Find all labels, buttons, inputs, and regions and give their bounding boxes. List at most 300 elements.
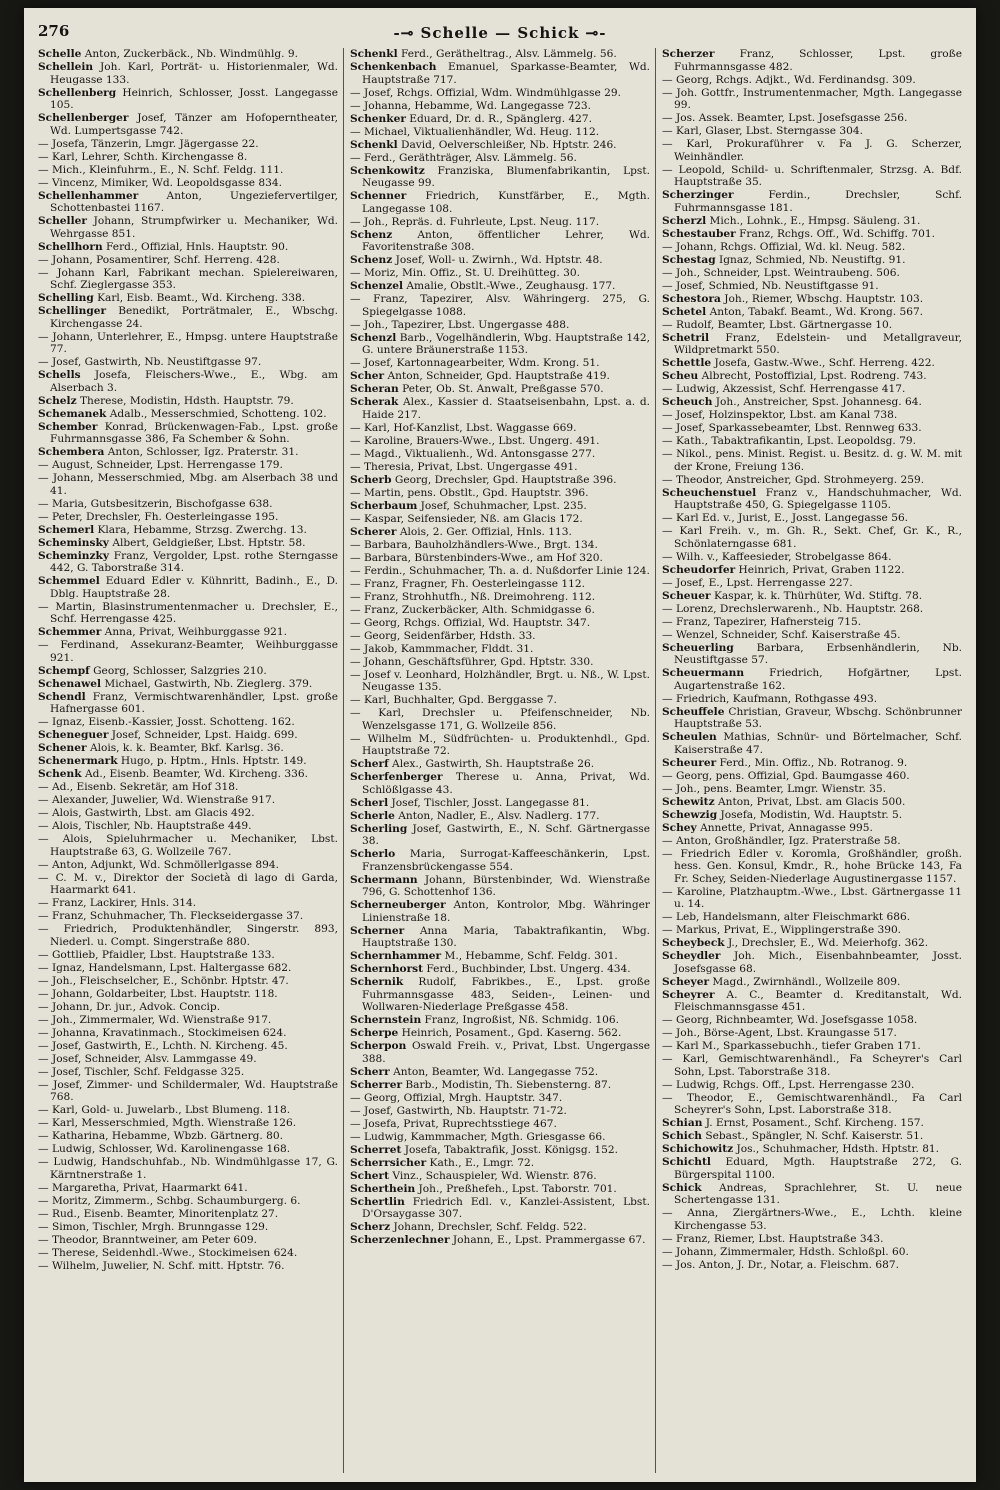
entry-surname: Schetel	[662, 305, 707, 318]
entry-details: Anton, Privat, Lbst. am Glacis 500.	[714, 795, 906, 808]
directory-entry	[350, 474, 650, 487]
directory-entry	[38, 331, 338, 356]
directory-entry	[662, 603, 962, 616]
entry-details: — Simon, Tischler, Mrgh. Brunngasse 129.	[38, 1220, 269, 1233]
entry-details: Josef, Gastwirth, E., N. Schf. Gärtnergasse 38.	[362, 822, 650, 847]
directory-entry	[662, 976, 962, 989]
directory-entry	[350, 500, 650, 513]
directory-entry	[662, 989, 962, 1014]
entry-details: Barb., Vogelhändlerin, Wbg. Hauptstraße 142, G. untere Bräunerstraße 1153.	[362, 331, 650, 356]
entry-details: — Johann, Dr. jur., Advok. Concip.	[38, 1000, 221, 1013]
directory-entry	[662, 332, 962, 357]
entry-surname: Schettle	[662, 357, 712, 369]
entry-surname: Scherb	[350, 473, 392, 486]
entry-surname: Scheuermann	[662, 667, 745, 679]
entry-surname: Scherzer	[662, 48, 715, 60]
directory-entry	[350, 899, 650, 924]
entry-details: — Karl, Lehrer, Schth. Kirchengasse 8.	[38, 150, 248, 163]
entry-details: — Josef, Gastwirth, Nb. Neustiftgasse 97.	[38, 356, 262, 368]
entry-details: — Karl Freih. v., m. Gh. R., Sekt. Chef, Gr. K., R., Schönlaterngasse 681.	[662, 525, 962, 550]
directory-entry	[350, 1027, 650, 1040]
entry-details: Magd., Zwirnhändl., Wollzeile 809.	[709, 975, 901, 988]
directory-entry	[662, 1233, 962, 1246]
entry-details: — Karl M., Sparkassebuchh., tiefer Graben 171.	[662, 1040, 921, 1052]
entry-details: Anton, Beamter, Wd. Langegasse 752.	[389, 1065, 599, 1078]
entry-details: — Vincenz, Mimiker, Wd. Leopoldsgasse 834.	[38, 176, 283, 189]
directory-entry	[350, 435, 650, 448]
directory-entry	[38, 1208, 338, 1221]
entry-details: — Josef, Gastwirth, E., Lchth. N. Kircheng. 45.	[38, 1039, 288, 1052]
entry-details: Ferd., Buchbinder, Lbst. Ungerg. 434.	[423, 963, 631, 975]
entry-surname: Schenkenbach	[350, 61, 437, 73]
directory-entry	[662, 564, 962, 577]
entry-surname: Schenker	[350, 112, 406, 125]
directory-entry	[38, 151, 338, 164]
directory-entry	[350, 707, 650, 732]
directory-entry	[38, 421, 338, 446]
entry-details: Alois, k. k. Beamter, Bkf. Karlsg. 36.	[86, 742, 284, 754]
directory-entry	[38, 112, 338, 137]
entry-details: Eduard Edler v. Kühnritt, Badinh., E., D. Dblg. Hauptstraße 28.	[50, 575, 338, 600]
entry-surname: Scherzenlechner	[350, 1234, 450, 1246]
entry-details: Heinrich, Privat, Graben 1122.	[735, 563, 905, 576]
directory-entry	[350, 656, 650, 669]
directory-entry	[662, 138, 962, 163]
entry-details: — Wilhelm, Juwelier, N. Schf. mitt. Hptstr. 76.	[38, 1259, 285, 1272]
directory-entry	[350, 293, 650, 318]
entry-details: — Josef v. Leonhard, Holzhändler, Brgt. u. Nß., W. Lpst. Neugasse 135.	[350, 668, 650, 693]
entry-details: Franz, Vergolder, Lpst. rothe Sterngasse 442, G. Taborstraße 314.	[50, 549, 338, 574]
directory-entry	[38, 742, 338, 755]
entry-details: Alex., Gastwirth, Sh. Hauptstraße 26.	[388, 758, 595, 770]
entry-surname: Schenzl	[350, 331, 397, 344]
directory-entry	[662, 525, 962, 550]
directory-entry	[350, 357, 650, 370]
entry-surname: Scheuch	[662, 396, 713, 408]
directory-entry	[350, 1092, 650, 1105]
directory-entry	[350, 1144, 650, 1157]
directory-entry	[662, 1143, 962, 1156]
entry-details: Kaspar, k. k. Thürhüter, Wd. Stiftg. 78.	[710, 589, 923, 602]
entry-details: — Jos. Anton, J. Dr., Notar, a. Fleischm. 687.	[662, 1258, 899, 1271]
directory-entry	[350, 254, 650, 267]
entry-details: — Karoline, Platzhauptm.-Wwe., Lbst. Gärtnergasse 11 u. 14.	[662, 885, 962, 910]
directory-entry	[350, 669, 650, 694]
entry-surname: Scherlo	[350, 848, 396, 860]
entry-details: — Ferdin., Schuhmacher, Th. a. d. Nußdorfer Linie 124.	[350, 564, 650, 577]
entry-details: — Franz, Tapezirer, Hafnersteig 715.	[662, 615, 862, 628]
directory-entry	[662, 1014, 962, 1027]
directory-entry	[662, 87, 962, 112]
directory-entry	[38, 691, 338, 716]
directory-entry	[38, 1079, 338, 1104]
entry-surname: Schernhammer	[350, 950, 442, 962]
directory-entry	[38, 1053, 338, 1066]
directory-entry	[662, 924, 962, 937]
entry-details: Hugo, p. Hptm., Hnls. Hptstr. 149.	[117, 755, 307, 767]
entry-surname: Scherf	[350, 758, 389, 770]
entry-details: Joh. Mich., Eisenbahnbeamter, Josst. Josefsgasse 68.	[674, 950, 962, 975]
directory-entry	[38, 446, 338, 459]
directory-entry	[38, 356, 338, 369]
entry-details: — Johanna, Hebamme, Wd. Langegasse 723.	[350, 99, 591, 112]
directory-entry	[38, 1195, 338, 1208]
entry-details: — Katharina, Hebamme, Wbzb. Gärtnerg. 80.	[38, 1130, 284, 1142]
directory-entry	[350, 539, 650, 552]
directory-entry	[662, 228, 962, 241]
entry-details: — Georg, pens. Offizial, Gpd. Baumgasse 460.	[662, 769, 910, 782]
directory-entry	[662, 937, 962, 950]
entry-details: — Joh., Repräs. d. Fuhrleute, Lpst. Neug. 117.	[350, 215, 600, 228]
directory-entry	[662, 409, 962, 422]
entry-surname: Scheurer	[662, 756, 717, 769]
directory-entry	[662, 125, 962, 138]
directory-entry	[662, 512, 962, 525]
entry-details: Kath., E., Lmgr. 72.	[426, 1156, 535, 1169]
directory-entry	[350, 216, 650, 229]
directory-entry	[38, 781, 338, 794]
entry-surname: Schenkowitz	[350, 164, 425, 177]
entry-details: Therese u. Anna, Privat, Wd. Schlößlgasse 43.	[362, 771, 650, 796]
entry-details: Joh., Preßhefeh., Lpst. Taborstr. 701.	[415, 1182, 617, 1195]
entry-details: — Franz, Zuckerbäcker, Alth. Schmidgasse 6.	[350, 603, 595, 616]
entry-details: — Anton, Adjunkt, Wd. Schmöllerlgasse 894.	[38, 858, 279, 871]
entry-details: Josefa, Modistin, Wd. Hauptstr. 5.	[717, 808, 903, 821]
entry-details: — Martin, pens. Obstlt., Gpd. Hauptstr. 396.	[350, 486, 589, 499]
entry-surname: Schenawel	[38, 677, 101, 690]
entry-details: — Karl, Hof-Kanzlist, Lbst. Waggasse 669.	[350, 421, 577, 434]
entry-details: — Moritz, Zimmerm., Schbg. Schaumburgerg. 6.	[38, 1194, 301, 1207]
directory-entry	[350, 190, 650, 215]
entry-details: Eduard, Mgth. Hauptstraße 272, G. Bürgerspital 1100.	[674, 1156, 962, 1181]
entry-details: Johann, E., Lpst. Prammergasse 67.	[449, 1234, 646, 1246]
entry-details: — Josef, Schneider, Alsv. Lammgasse 49.	[38, 1052, 257, 1065]
entry-details: Alois, 2. Ger. Offizial, Hnls. 113.	[396, 525, 572, 538]
directory-entry	[38, 872, 338, 897]
entry-surname: Scherrsicher	[350, 1156, 427, 1169]
directory-entry	[662, 629, 962, 642]
directory-entry	[662, 74, 962, 87]
directory-entry	[350, 383, 650, 396]
directory-entry	[38, 1040, 338, 1053]
directory-entry	[350, 165, 650, 190]
entry-details: Anton, Schlosser, Igz. Praterstr. 31.	[104, 446, 299, 458]
entry-surname: Scherr	[350, 1065, 390, 1078]
entry-details: Karl, Eisb. Beamt., Wd. Kircheng. 338.	[93, 292, 306, 304]
entry-details: Franz, Rchgs. Off., Wd. Schiffg. 701.	[735, 227, 935, 240]
entry-details: — Joh., Zimmermaler, Wd. Wienstraße 917.	[38, 1013, 272, 1026]
directory-entry	[662, 1182, 962, 1207]
entry-surname: Schichowitz	[662, 1143, 734, 1155]
entry-details: Josef, Schuhmacher, Lpst. 235.	[417, 499, 587, 512]
directory-entry	[662, 487, 962, 512]
directory-entry	[662, 693, 962, 706]
directory-entry	[662, 706, 962, 731]
directory-entry	[38, 395, 338, 408]
entry-surname: Schellhorn	[38, 240, 103, 253]
entry-details: Klara, Hebamme, Strzsg. Zwerchg. 13.	[94, 523, 307, 536]
directory-entry	[350, 396, 650, 421]
directory-entry	[350, 591, 650, 604]
directory-entry	[662, 254, 962, 267]
directory-entry	[662, 112, 962, 125]
entry-details: Oswald Freih. v., Privat, Lbst. Ungergasse 388.	[362, 1040, 650, 1065]
entry-details: Josef, Tänzer am Hofoperntheater, Wd. Lumpertsgasse 742.	[50, 112, 338, 137]
entry-details: Albrecht, Postoffizial, Lpst. Rodreng. 743.	[698, 370, 927, 382]
entry-details: — Johanna, Kravatinmach., Stockimeisen 624.	[38, 1026, 287, 1039]
entry-surname: Schenkl	[350, 138, 398, 151]
directory-entry	[38, 859, 338, 872]
running-title: -⊸ Schelle — Schick ⊸-	[393, 24, 607, 42]
directory-entry	[662, 577, 962, 590]
entry-details: Emanuel, Sparkasse-Beamter, Wd. Hauptstraße 717.	[362, 61, 650, 86]
entry-surname: Schertlin	[350, 1195, 405, 1208]
entry-details: — Josef, Sparkassebeamter, Lbst. Rennweg 633.	[662, 422, 922, 434]
entry-details: Peter, Ob. St. Anwalt, Preßgasse 570.	[398, 383, 604, 395]
entry-details: — Ludwig, Handschuhfab., Nb. Windmühlgasse 17, G. Kärntnerstraße 1.	[38, 1156, 338, 1181]
directory-entry	[38, 601, 338, 626]
directory-entry	[662, 848, 962, 886]
entry-details: — Alexander, Juwelier, Wd. Wienstraße 917.	[38, 794, 276, 806]
directory-entry	[662, 1053, 962, 1078]
entry-details: Mich., Lohnk., E., Hmpsg. Säuleng. 31.	[706, 214, 921, 227]
directory-entry	[350, 48, 650, 61]
directory-entry	[350, 1170, 650, 1183]
entry-details: — Johann, Geschäftsführer, Gpd. Hptstr. 330.	[350, 655, 594, 668]
directory-entry	[350, 848, 650, 873]
directory-entry	[350, 487, 650, 500]
directory-entry	[662, 783, 962, 796]
entry-surname: Schey	[662, 821, 697, 834]
entry-details: Vinz., Schauspieler, Wd. Wienstr. 876.	[389, 1169, 597, 1182]
directory-entry	[38, 61, 338, 86]
directory-entry	[662, 796, 962, 809]
directory-column-3	[662, 48, 962, 1473]
entry-surname: Scheu	[662, 370, 699, 382]
entry-details: — Karl, Buchhalter, Gpd. Berggasse 7.	[350, 694, 557, 706]
directory-entry	[38, 537, 338, 550]
entry-details: — Michael, Viktualienhändler, Wd. Heug. 112.	[350, 125, 600, 138]
directory-entry	[350, 422, 650, 435]
directory-entry	[662, 383, 962, 396]
entry-details: — Rudolf, Beamter, Lbst. Gärtnergasse 10.	[662, 318, 893, 331]
directory-entry	[662, 551, 962, 564]
directory-entry	[38, 267, 338, 292]
entry-details: Franziska, Blumenfabrikantin, Lpst. Neugasse 99.	[362, 164, 650, 189]
directory-entry	[350, 758, 650, 771]
entry-details: Johann, Drechsler, Schf. Feldg. 522.	[390, 1221, 587, 1233]
directory-entry	[38, 988, 338, 1001]
entry-details: — Therese, Seidenhdl.-Wwe., Stockimeisen 624.	[38, 1246, 298, 1259]
directory-entry	[350, 1014, 650, 1027]
directory-entry	[662, 448, 962, 473]
entry-surname: Scheminzky	[38, 549, 109, 562]
entry-details: — Joh., Schneider, Lpst. Weintraubeng. 506.	[662, 266, 900, 279]
entry-details: — Georg, Rchgs. Adjkt., Wd. Ferdinandsg. 309.	[662, 73, 916, 86]
directory-entry	[350, 61, 650, 86]
entry-details: — Georg, Offizial, Mrgh. Hauptstr. 347.	[350, 1091, 563, 1104]
directory-entry	[662, 616, 962, 629]
directory-entry	[662, 667, 962, 692]
entry-surname: Schewitz	[662, 795, 715, 808]
directory-entry	[350, 925, 650, 950]
directory-entry	[38, 1104, 338, 1117]
entry-details: Mathias, Schnür- und Börtelmacher, Schf. Kaiserstraße 47.	[674, 731, 962, 756]
directory-entry	[38, 678, 338, 691]
entry-details: Christian, Graveur, Wbschg. Schönbrunner Hauptstraße 53.	[674, 705, 962, 730]
directory-entry	[38, 524, 338, 537]
entry-details: — Ludwig, Schlosser, Wd. Karolinengasse 168.	[38, 1143, 291, 1155]
entry-surname: Scherle	[350, 809, 395, 822]
entry-surname: Schernik	[350, 976, 404, 988]
directory-entry	[38, 1221, 338, 1234]
entry-details: — Alois, Gastwirth, Lbst. am Glacis 492.	[38, 807, 255, 819]
entry-details: — Ignaz, Handelsmann, Lpst. Haltergasse 682.	[38, 961, 292, 974]
directory-entry	[38, 48, 338, 61]
entry-surname: Schellenhammer	[38, 189, 139, 202]
directory-entry	[662, 809, 962, 822]
directory-entry	[662, 1246, 962, 1259]
directory-entry	[350, 1157, 650, 1170]
entry-details: — Johann Karl, Fabrikant mechan. Spielereiwaren, Schf. Zieglergasse 353.	[38, 266, 338, 291]
directory-entry	[350, 630, 650, 643]
entry-surname: Schenzel	[350, 280, 404, 292]
entry-surname: Schenermark	[38, 755, 118, 767]
entry-details: — Johann, Goldarbeiter, Lbst. Hauptstr. 118.	[38, 987, 278, 1000]
entry-details: — Alois, Tischler, Nb. Hauptstraße 449.	[38, 820, 252, 832]
entry-surname: Scherfenberger	[350, 771, 443, 783]
entry-details: — Magd., Viktualienh., Wd. Antonsgasse 277.	[350, 447, 596, 460]
page-number: 276	[38, 22, 70, 40]
entry-details: — Ferdinand, Assekuranz-Beamter, Weihburggasse 921.	[38, 639, 338, 664]
column-divider	[343, 48, 344, 1473]
entry-details: — Josef, Tischler, Schf. Feldgasse 325.	[38, 1065, 245, 1078]
directory-entry	[662, 422, 962, 435]
entry-surname: Scherpon	[350, 1040, 407, 1052]
entry-details: Franz, Edelstein- und Metallgraveur, Wildpretmarkt 550.	[674, 331, 962, 356]
directory-entry	[38, 138, 338, 151]
entry-surname: Schewzig	[662, 808, 718, 821]
entry-details: — Nikol., pens. Minist. Regist. u. Besitz. d. g. W. M. mit der Krone, Freiung 136.	[662, 448, 962, 473]
entry-surname: Scheminsky	[38, 536, 109, 549]
directory-entry	[38, 1247, 338, 1260]
entry-details: Josefa, Fleischers-Wwe., E., Wbg. am Alserbach 3.	[50, 369, 338, 394]
entry-details: David, Oelverschleißer, Nb. Hptstr. 246.	[397, 138, 617, 151]
entry-details: — Gottlieb, Pfaidler, Lbst. Hauptstraße 133.	[38, 948, 275, 961]
entry-details: — Alois, Spieluhrmacher u. Mechaniker, Lbst. Hauptstraße 63, G. Wollzeile 767.	[38, 833, 338, 858]
entry-details: Albert, Geldgießer, Lbst. Hptstr. 58.	[108, 536, 306, 549]
entry-surname: Schick	[662, 1181, 702, 1194]
directory-entry	[38, 292, 338, 305]
entry-details: Anton, öffentlicher Lehrer, Wd. Favoritenstraße 308.	[362, 228, 650, 253]
directory-entry	[350, 139, 650, 152]
entry-details: — Karl, Prokuraführer v. Fa J. G. Scherzer, Weinhändler.	[662, 138, 962, 163]
directory-entry	[662, 164, 962, 189]
entry-details: — Joh., pens. Beamter, Lmgr. Wienstr. 35.	[662, 782, 886, 795]
directory-entry	[38, 975, 338, 988]
directory-entry	[350, 267, 650, 280]
directory-entry	[350, 874, 650, 899]
entry-details: — Theodor, Branntweiner, am Peter 609.	[38, 1233, 258, 1246]
entry-surname: Schempf	[38, 664, 90, 677]
entry-details: — Moriz, Min. Offiz., St. U. Dreihütteg. 30.	[350, 267, 580, 279]
directory-entry	[350, 87, 650, 100]
directory-page	[24, 8, 976, 1482]
directory-entry	[662, 590, 962, 603]
directory-entry	[38, 164, 338, 177]
directory-entry	[662, 370, 962, 383]
directory-entry	[662, 319, 962, 332]
entry-surname: Schichtl	[662, 1156, 711, 1168]
directory-entry	[38, 241, 338, 254]
directory-entry	[38, 716, 338, 729]
entry-details: — Maria, Gutsbesitzerin, Bischofgasse 638.	[38, 497, 273, 510]
entry-details: Anton, Zuckerbäck., Nb. Windmühlg. 9.	[81, 48, 298, 60]
directory-entry	[350, 552, 650, 565]
entry-details: Josef, Tischler, Josst. Langegasse 81.	[388, 796, 590, 809]
entry-details: — Anton, Großhändler, Igz. Praterstraße 58.	[662, 834, 901, 847]
directory-entry	[662, 731, 962, 756]
entry-details: — Karl, Gold- u. Juwelarb., Lbst Blumeng. 118.	[38, 1104, 291, 1116]
directory-entry	[662, 1207, 962, 1232]
directory-entry	[350, 126, 650, 139]
directory-entry	[350, 643, 650, 656]
directory-columns	[38, 48, 964, 1473]
entry-surname: Schenkl	[350, 48, 398, 60]
directory-entry	[350, 1183, 650, 1196]
entry-details: — Johann, Zimmermaler, Hdsth. Schloßpl. 60.	[662, 1245, 909, 1258]
directory-entry	[350, 113, 650, 126]
directory-entry	[662, 770, 962, 783]
entry-details: Anton, Schneider, Gpd. Hauptstraße 419.	[384, 370, 610, 382]
entry-surname: Scherer	[350, 525, 397, 538]
directory-entry	[662, 1130, 962, 1143]
entry-details: Maria, Surrogat-Kaffeeschänkerin, Lpst. Franzensbrückengasse 554.	[362, 848, 650, 873]
directory-entry	[662, 1040, 962, 1053]
entry-surname: Schelling	[38, 292, 94, 304]
directory-entry	[662, 48, 962, 73]
entry-details: Amalie, Obstlt.-Wwe., Zeughausg. 177.	[403, 280, 616, 292]
directory-entry	[350, 694, 650, 707]
directory-entry	[38, 729, 338, 742]
directory-entry	[662, 474, 962, 487]
entry-details: Anton, Tabakf. Beamt., Wd. Krong. 567.	[706, 305, 924, 318]
directory-entry	[662, 293, 962, 306]
entry-surname: Schestauber	[662, 227, 736, 240]
entry-details: Johann, Bürstenbinder, Wd. Wienstraße 796, G. Schottenhof 136.	[362, 873, 650, 898]
entry-surname: Schener	[38, 742, 87, 754]
entry-surname: Schert	[350, 1169, 390, 1182]
directory-entry	[350, 578, 650, 591]
entry-details: — Theodor, Anstreicher, Gpd. Strohmeyerg. 259.	[662, 473, 925, 486]
directory-entry	[662, 642, 962, 667]
entry-surname: Scherling	[350, 822, 408, 835]
directory-entry	[38, 639, 338, 664]
entry-details: — Ferd., Geräthträger, Alsv. Lämmelg. 56.	[350, 151, 577, 164]
entry-details: — Josef, Gastwirth, Nb. Hauptstr. 71-72.	[350, 1104, 567, 1117]
directory-entry	[350, 797, 650, 810]
entry-details: Anton, Kontrolor, Mbg. Währinger Linienstraße 18.	[362, 899, 650, 924]
directory-entry	[38, 254, 338, 267]
entry-details: Ignaz, Schmied, Nb. Neustiftg. 91.	[715, 253, 906, 266]
directory-entry	[38, 807, 338, 820]
directory-entry	[662, 280, 962, 293]
directory-entry	[350, 513, 650, 526]
entry-details: — Georg, Seidenfärber, Hdsth. 33.	[350, 629, 536, 642]
directory-entry	[662, 1259, 962, 1272]
directory-entry	[662, 886, 962, 911]
entry-details: A. C., Beamter d. Kreditanstalt, Wd. Fleischmannsgasse 451.	[674, 988, 962, 1013]
